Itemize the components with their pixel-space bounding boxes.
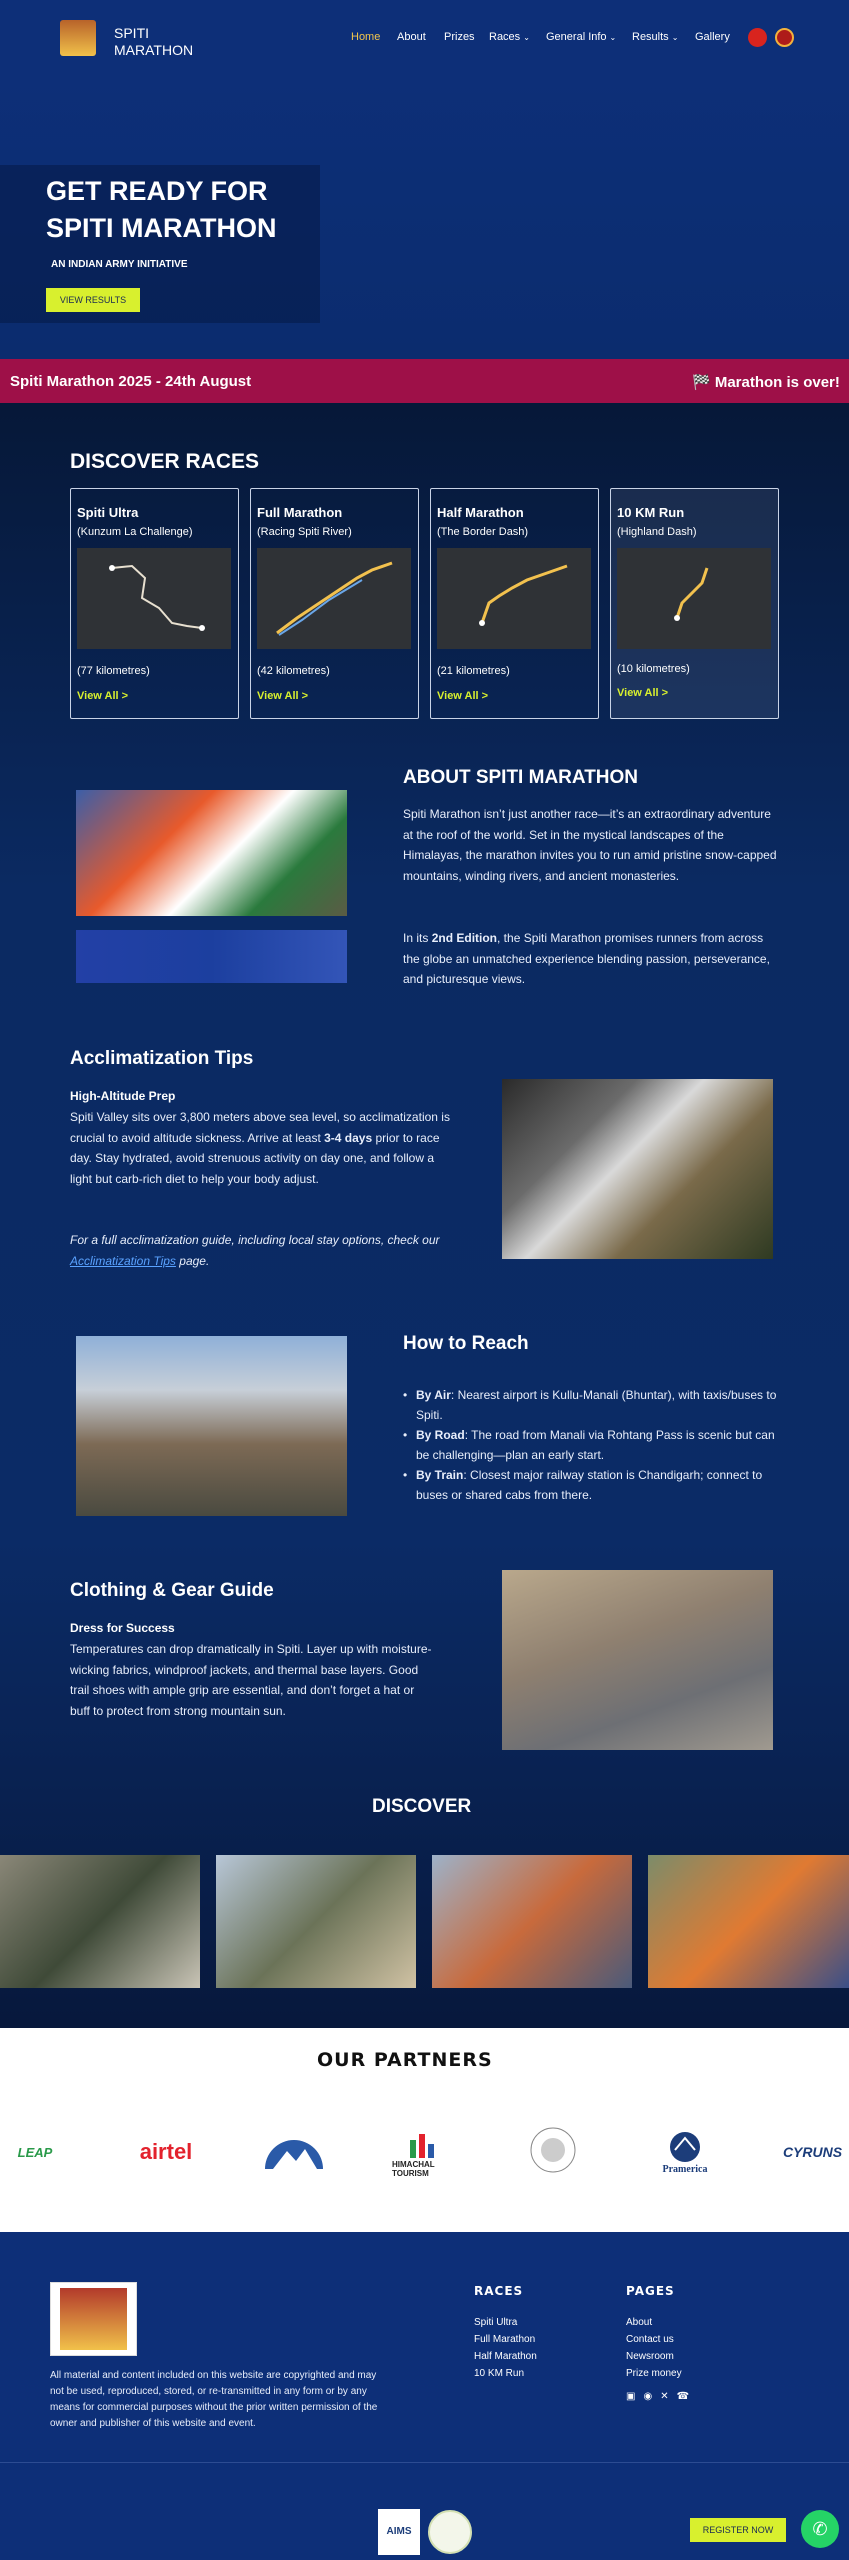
- partner-logo-airtel[interactable]: airtel: [139, 2139, 193, 2164]
- route-map: [77, 548, 231, 649]
- route-map-icon: [437, 548, 591, 649]
- footer-divider: [0, 2462, 849, 2463]
- nav-races[interactable]: Races ⌄: [489, 31, 530, 43]
- gate-logo-icon: [60, 2288, 127, 2350]
- footer-link-prize-money[interactable]: Prize money: [626, 2368, 682, 2379]
- acclimatization-tips-link[interactable]: Acclimatization Tips: [70, 1253, 176, 1268]
- about-paragraph: Spiti Marathon isn’t just another race—it’s an extraordinary adventure at the roof of the world. Set in the mystical landscapes of the Himalayas, the marathon invites you to run amid pristine snow-capped mountains, winding rivers, and ancient monasteries.: [403, 807, 777, 883]
- race-card-full-marathon[interactable]: [250, 488, 419, 719]
- view-all-link[interactable]: View All >: [437, 690, 489, 702]
- race-alias: (Highland Dash): [617, 526, 697, 538]
- view-all-link[interactable]: View All >: [617, 687, 669, 699]
- race-name: 10 KM Run: [617, 505, 685, 520]
- gallery-image[interactable]: [648, 1855, 849, 1988]
- gallery-image[interactable]: [216, 1855, 416, 1988]
- races-section-title: DISCOVER RACES: [70, 450, 260, 473]
- site-logo-icon[interactable]: [60, 20, 96, 56]
- reach-photo-jeep: [76, 1336, 347, 1516]
- partner-logo-seal[interactable]: [518, 2120, 588, 2184]
- acclimatization-title: Acclimatization Tips: [70, 1048, 254, 1069]
- list-item: • By Road: The road from Manali via Rohtang Pass is scenic but can be challenging—plan an early start.: [403, 1425, 781, 1465]
- view-results-button[interactable]: VIEW RESULTS: [46, 288, 140, 312]
- clothing-title: Clothing & Gear Guide: [70, 1580, 274, 1601]
- chevron-down-icon: ⌄: [671, 33, 679, 42]
- acclimatization-note: For a full acclimatization guide, including local stay options, check our Acclimatization Tips page.: [70, 1233, 440, 1268]
- about-photo-stage: [76, 930, 347, 983]
- race-alias: (Racing Spiti River): [257, 526, 352, 538]
- hero-title: GET READY FOR SPITI MARATHON: [46, 176, 277, 243]
- pramerica-icon: [667, 2130, 703, 2164]
- race-distance: (21 kilometres): [437, 665, 510, 677]
- whatsapp-small-icon[interactable]: ☎: [676, 2391, 690, 2402]
- gallery-image[interactable]: [432, 1855, 632, 1988]
- footer-link-half-marathon[interactable]: Half Marathon: [474, 2351, 537, 2362]
- list-item: • By Train: Closest major railway station is Chandigarh; connect to buses or shared cabs from there.: [403, 1465, 781, 1505]
- partner-logo-pramerica[interactable]: Pramerica: [652, 2120, 718, 2184]
- instagram-icon[interactable]: ◉: [643, 2391, 653, 2402]
- facebook-icon[interactable]: ▣: [626, 2391, 636, 2402]
- footer-link-about[interactable]: About: [626, 2317, 653, 2328]
- nav-home[interactable]: Home: [351, 31, 381, 43]
- footer-races-heading: RACES: [474, 2284, 524, 2298]
- acclimatization-subtitle: High-Altitude Prep: [70, 1089, 176, 1103]
- social-links: [626, 2391, 689, 2402]
- footer-link-10km[interactable]: 10 KM Run: [474, 2368, 525, 2379]
- gallery-image[interactable]: [0, 1855, 200, 1988]
- nav-about[interactable]: About: [397, 31, 426, 43]
- race-card-spiti-ultra[interactable]: [70, 488, 239, 719]
- tourism-icon: [402, 2126, 442, 2160]
- about-paragraph-edition: In its 2nd Edition, the Spiti Marathon promises runners from across the globe an unmatched experience blending passion, perseverance, and picturesque views.: [403, 931, 770, 986]
- footer-link-spiti-ultra[interactable]: Spiti Ultra: [474, 2317, 518, 2328]
- route-map-icon: [77, 548, 231, 649]
- reach-title: How to Reach: [403, 1333, 529, 1354]
- race-alias: (The Border Dash): [437, 526, 529, 538]
- partner-logo-leap[interactable]: LEAP: [17, 2144, 53, 2160]
- mountain-emblem-icon: [263, 2129, 325, 2175]
- ticker-status: 🏁 Marathon is over!: [692, 374, 840, 391]
- race-name: Full Marathon: [257, 505, 343, 520]
- footer-disclaimer: All material and content included on this website are copyrighted and may not be used, reproduced, stored, or re-transmitted in any form or by any means for commercial purposes without the prior written permission of the owner and publisher of this website and event.: [50, 2370, 378, 2429]
- nav-results[interactable]: Results ⌄: [632, 31, 679, 43]
- partner-logo-cyruns[interactable]: CYRUNS: [782, 2144, 843, 2160]
- race-alias: (Kunzum La Challenge): [77, 526, 193, 538]
- ticker-event-date: Spiti Marathon 2025 - 24th August: [10, 373, 252, 390]
- clothing-photo-runners: [502, 1570, 773, 1750]
- route-map: [257, 548, 411, 649]
- reach-list: [403, 1385, 781, 1505]
- hero-subtitle: AN INDIAN ARMY INITIATIVE: [51, 259, 188, 270]
- seal-icon: [525, 2124, 581, 2180]
- nav-prizes[interactable]: Prizes: [444, 31, 475, 43]
- partners-title: OUR PARTNERS: [317, 2049, 493, 2071]
- aims-logo[interactable]: AIMS: [378, 2509, 420, 2555]
- whatsapp-icon[interactable]: ✆: [801, 2510, 839, 2548]
- partner-seal-icon[interactable]: [428, 2510, 472, 2554]
- route-map: [437, 548, 591, 649]
- footer-pages-heading: PAGES: [626, 2284, 675, 2298]
- list-item: • By Air: Nearest airport is Kullu-Manali (Bhuntar), with taxis/buses to Spiti.: [403, 1385, 781, 1425]
- register-now-button[interactable]: REGISTER NOW: [690, 2518, 786, 2542]
- route-map: [617, 548, 771, 649]
- footer-link-contact[interactable]: Contact us: [626, 2334, 674, 2345]
- nav-general-info[interactable]: General Info ⌄: [546, 31, 617, 43]
- acclimatization-photo: [502, 1079, 773, 1259]
- race-card-half-marathon[interactable]: [430, 488, 599, 719]
- partner-logo-himachal-tourism[interactable]: HIMACHAL TOURISM: [392, 2120, 452, 2184]
- footer-link-full-marathon[interactable]: Full Marathon: [474, 2334, 536, 2345]
- discover-title: DISCOVER: [372, 1796, 472, 1817]
- clothing-paragraph: Temperatures can drop dramatically in Spiti. Layer up with moisture-wicking fabrics, windproof jackets, and thermal base layers. Good trail shoes with ample grip are essential, and don’t forget a hat or buff to protect from strong mountain sun.: [70, 1642, 432, 1718]
- route-map-icon: [617, 548, 771, 649]
- partner-logo-emblem[interactable]: [262, 2120, 326, 2184]
- race-card-10km[interactable]: [610, 488, 779, 719]
- emblem-icon: [748, 28, 767, 47]
- acclimatization-paragraph: Spiti Valley sits over 3,800 meters above sea level, so acclimatization is crucial to avoid altitude sickness. Arrive at least 3-4 days prior to race day. Stay hydrated, avoid strenuous activity on day one, and follow a light but carb-rich diet to help your body adjust.: [70, 1110, 450, 1186]
- army-emblem-icon: [775, 28, 794, 47]
- race-distance: (10 kilometres): [617, 663, 690, 675]
- chevron-down-icon: ⌄: [523, 33, 530, 42]
- clothing-subtitle: Dress for Success: [70, 1621, 175, 1635]
- view-all-link[interactable]: View All >: [257, 690, 309, 702]
- race-distance: (77 kilometres): [77, 665, 150, 677]
- brand-name[interactable]: SPITI MARATHON: [114, 25, 194, 58]
- footer-link-newsroom[interactable]: Newsroom: [626, 2351, 674, 2362]
- view-all-link[interactable]: View All >: [77, 690, 129, 702]
- chevron-down-icon: ⌄: [609, 33, 617, 42]
- race-distance: (42 kilometres): [257, 665, 330, 677]
- race-name: Spiti Ultra: [77, 505, 139, 520]
- route-map-icon: [257, 548, 411, 649]
- about-photo-ceremony: [76, 790, 347, 916]
- race-name: Half Marathon: [437, 505, 524, 520]
- x-icon[interactable]: ✕: [660, 2391, 669, 2402]
- about-title: ABOUT SPITI MARATHON: [403, 767, 639, 788]
- nav-gallery[interactable]: Gallery: [695, 31, 730, 43]
